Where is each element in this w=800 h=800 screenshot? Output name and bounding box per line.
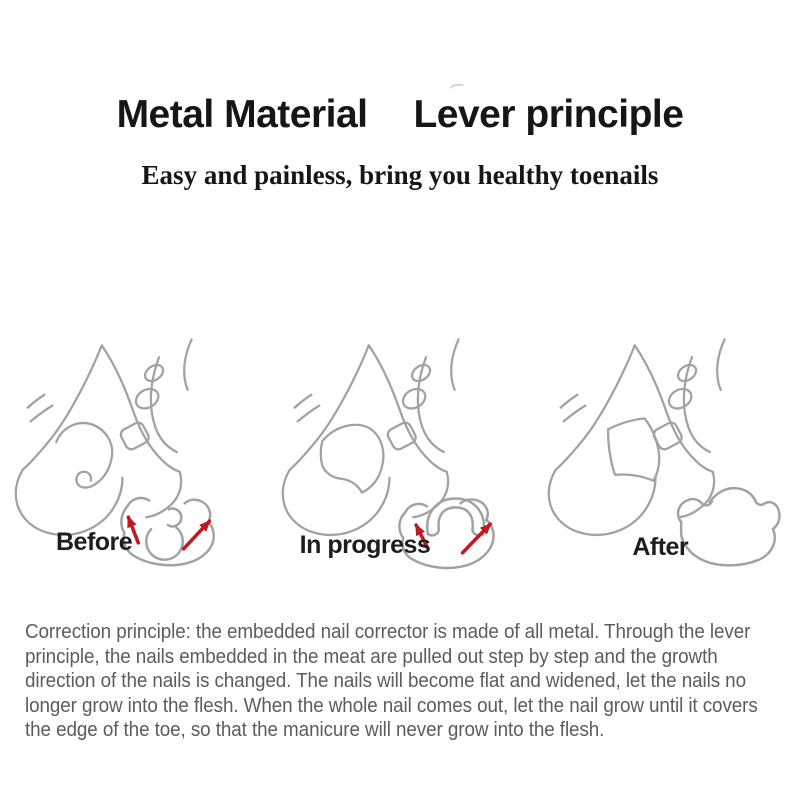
page-title xyxy=(0,93,800,137)
stages-row xyxy=(0,330,800,580)
page-subtitle: Easy and painless, bring you healthy toenails xyxy=(141,160,659,190)
arched-nail-inner xyxy=(438,507,472,530)
description-paragraph: Correction principle: the embedded nail corrector is made of all metal. Through the lever principle, the nails embedded in the meat are pulled out step by step and the growth direction of the nails is changed. The nails will become flat and widened, let the nails no longer grow into the flesh. When the whole nail comes out, let the nail grow until it covers the edge of the toe, so that the manicure will never grow into the flesh. xyxy=(25,620,758,742)
correction-arrows-before xyxy=(128,517,209,549)
correction-arrow-right-icon xyxy=(462,524,490,553)
rolled-nail-inner xyxy=(168,509,181,527)
title-right: Lever principle xyxy=(413,93,684,136)
stage-before xyxy=(0,330,267,580)
rolled-nail-outer xyxy=(146,527,183,560)
toe-drawing-before xyxy=(16,339,192,534)
toe-drawing-in-progress xyxy=(282,339,458,534)
toe-drawing-after xyxy=(549,339,725,534)
partially-corrected-nail xyxy=(320,425,383,493)
stage-label-in-progress: In progress xyxy=(299,531,431,559)
stage-in-progress xyxy=(267,330,534,580)
flat-healthy-nail xyxy=(608,418,659,480)
cross-section-after xyxy=(678,488,779,565)
arched-nail-outer xyxy=(427,498,484,534)
smudge-artifact xyxy=(448,83,465,94)
ingrown-nail-before-illustration xyxy=(0,330,267,580)
curled-nail-before xyxy=(56,423,112,488)
stage-after xyxy=(533,330,800,580)
title-left: Metal Material xyxy=(116,93,368,136)
stage-label-before: Before xyxy=(56,528,133,556)
correction-arrow-right-icon xyxy=(184,521,210,549)
stage-label-after: After xyxy=(632,533,689,561)
